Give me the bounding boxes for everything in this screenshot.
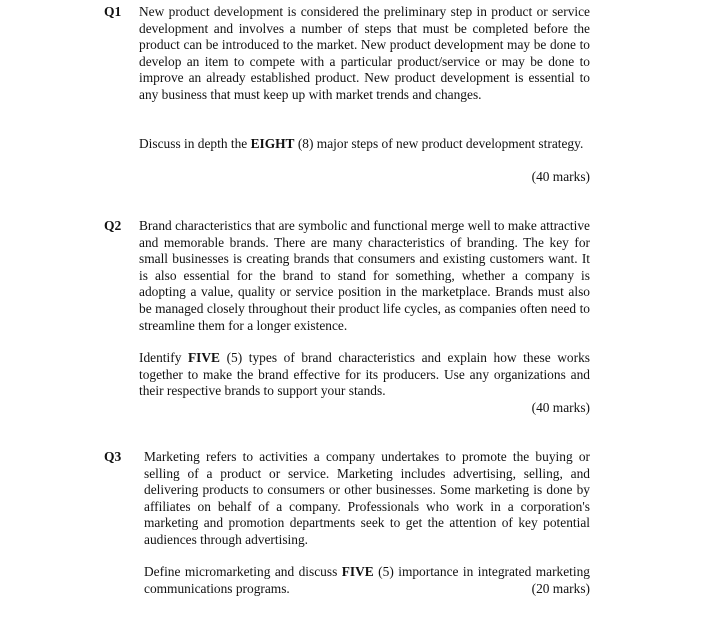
question-number: Q2 [104, 218, 122, 233]
question-task: Identify FIVE (5) types of brand characteristics and explain how these works together to make the brand effective for its producers. Use any organizations and their respective brands to support your stands. [139, 350, 590, 399]
marks-label: (20 marks) [531, 580, 590, 596]
marks-label: (40 marks) [531, 169, 590, 184]
question-body: Marketing refers to activities a company undertakes to promote the buying or selling of a product or service. Marketing includes advertising, selling, and delivering products to consumers or other businesses. Some marketing is done by affiliates on behalf of a company. Professionals who work in a corporation's marketing and promotion departments seek to get the attention of key potential audiences through advertising. [144, 449, 590, 547]
question-task: Define micromarketing and discuss FIVE (5) importance in integrated marketing communications programs. (20 marks) [144, 564, 591, 596]
task-emphasis: EIGHT [250, 136, 295, 151]
question-body: Brand characteristics that are symbolic and functional merge well to make attractive and memorable brands. There are many characteristics of branding. The key for small businesses is creating brands that consumers and existing customers want. It is also essential for the brand to stand for something, whether a company is adopting a value, quality or service position in the marketplace. Brands must also be managed closely throughout their product life cycles, as companies often need to streamline them for a longer existence. [139, 218, 590, 333]
question-body: New product development is considered the preliminary step in product or service development and involves a number of steps that must be completed before the product can be introduced to the market. New product development may be done to develop an item to compete with a particular product/service or may be done to improve an already established product. New product development is essential to any business that must keep up with market trends and changes. [139, 4, 590, 102]
task-emphasis: FIVE [187, 350, 220, 365]
task-emphasis: FIVE [341, 564, 374, 579]
marks-label: (40 marks) [531, 400, 590, 415]
question-task: Discuss in depth the EIGHT (8) major steps of new product development strategy. [139, 136, 584, 151]
question-number: Q3 [104, 449, 122, 464]
question-number: Q1 [104, 4, 122, 19]
